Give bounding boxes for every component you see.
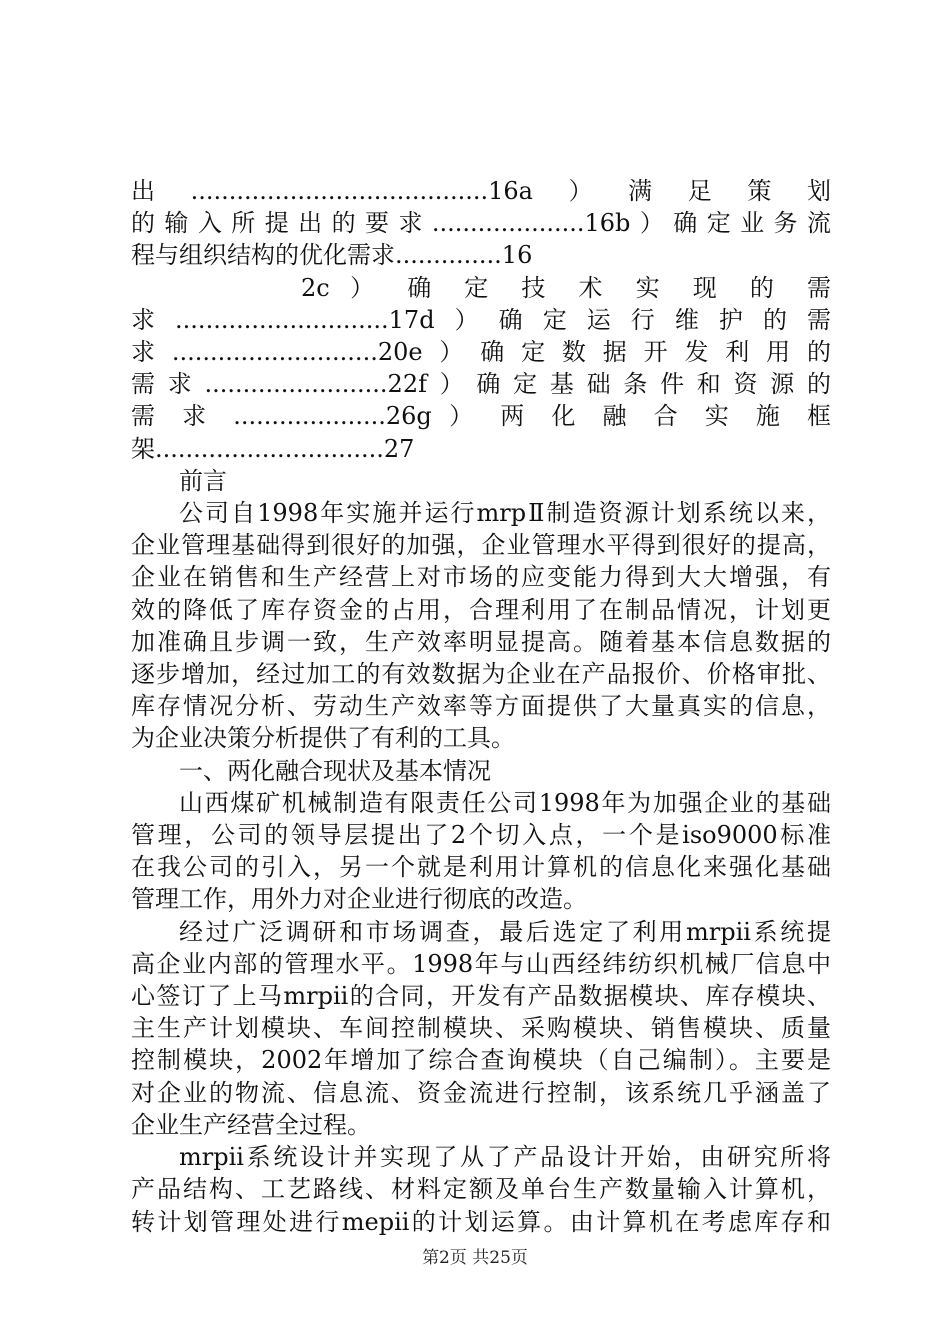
toc-line: 求............................17d）确定运行维护的需 — [131, 305, 831, 334]
toc-line: 程与组织结构的优化需求..............16 — [131, 241, 533, 270]
paragraph-line: 公司自1998年实施并运行mrpⅡ制造资源计划系统以来， — [179, 499, 831, 528]
body-paragraph — [131, 1141, 831, 1238]
preface-heading: 前言 — [179, 466, 227, 495]
body-paragraph — [131, 916, 831, 1141]
paragraph-line: 心签订了上马mrpii的合同，开发有产品数据模块、库存模块、 — [131, 982, 831, 1011]
toc-line: 2c ） 确 定 技 术 实 现 的 需 — [301, 273, 831, 302]
page-number-footer: 第2页 共25页 — [422, 1248, 528, 1268]
document-body — [131, 175, 831, 1238]
paragraph-line: 经过广泛调研和市场调查，最后选定了利用mrpii系统提 — [179, 917, 831, 946]
paragraph-line: 为企业决策分析提供了有利的工具。 — [131, 724, 515, 753]
toc-line: 架..............................27 — [131, 434, 415, 463]
preface-paragraph — [131, 497, 831, 755]
toc-line: 出.......................................16a）满足策划 — [131, 177, 831, 205]
paragraph-line: 转计划管理处进行mepii的计划运算。由计算机在考虑库存和 — [131, 1207, 831, 1236]
paragraph-line: 企业生产经营全过程。 — [131, 1110, 371, 1139]
paragraph-line: 高企业内部的管理水平。1998年与山西经纬纺织机械厂信息中 — [131, 949, 831, 978]
paragraph-line: 控制模块，2002年增加了综合查询模块（自己编制）。主要是 — [131, 1046, 831, 1075]
paragraph-line: 管理，公司的领导层提出了2个切入点，一个是iso9000标准 — [131, 821, 831, 850]
paragraph-line: 管理工作，用外力对企业进行彻底的改造。 — [131, 885, 587, 914]
toc-line: 的输入所提出的要求....................16b）确定业务流 — [131, 209, 831, 238]
table-of-contents — [131, 175, 831, 465]
paragraph-line: 主生产计划模块、车间控制模块、采购模块、销售模块、质量 — [131, 1014, 831, 1043]
paragraph-line: mrpii系统设计并实现了从了产品设计开始，由研究所将 — [179, 1143, 831, 1172]
paragraph-line: 产品结构、工艺路线、材料定额及单台生产数量输入计算机， — [131, 1175, 831, 1204]
paragraph-line: 对企业的物流、信息流、资金流进行控制，该系统几乎涵盖了 — [131, 1078, 831, 1107]
paragraph-line: 企业管理基础得到很好的加强，企业管理水平得到很好的提高， — [131, 531, 831, 560]
paragraph-line: 在我公司的引入，另一个就是利用计算机的信息化来强化基础 — [131, 853, 831, 882]
toc-line: 需求........................22f）确定基础条件和资源的 — [131, 370, 831, 399]
section-heading: 一、两化融合现状及基本情况 — [179, 756, 491, 785]
toc-line: 需 求 ....................26g ） 两 化 融 合 实 施 框 — [131, 402, 831, 431]
paragraph-line: 加准确且步调一致，生产效率明显提高。随着基本信息数据的 — [131, 627, 831, 656]
paragraph-line: 逐步增加，经过加工的有效数据为企业在产品报价、价格审批、 — [131, 660, 831, 689]
paragraph-line: 效的降低了库存资金的占用，合理利用了在制品情况，计划更 — [131, 595, 831, 624]
toc-line: 求...........................20e）确定数据开发利用的 — [131, 338, 831, 367]
body-paragraph — [131, 787, 831, 916]
paragraph-line: 企业在销售和生产经营上对市场的应变能力得到大大增强，有 — [131, 563, 831, 592]
paragraph-line: 山西煤矿机械制造有限责任公司1998年为加强企业的基础 — [179, 788, 831, 817]
paragraph-line: 库存情况分析、劳动生产效率等方面提供了大量真实的信息， — [131, 692, 831, 721]
